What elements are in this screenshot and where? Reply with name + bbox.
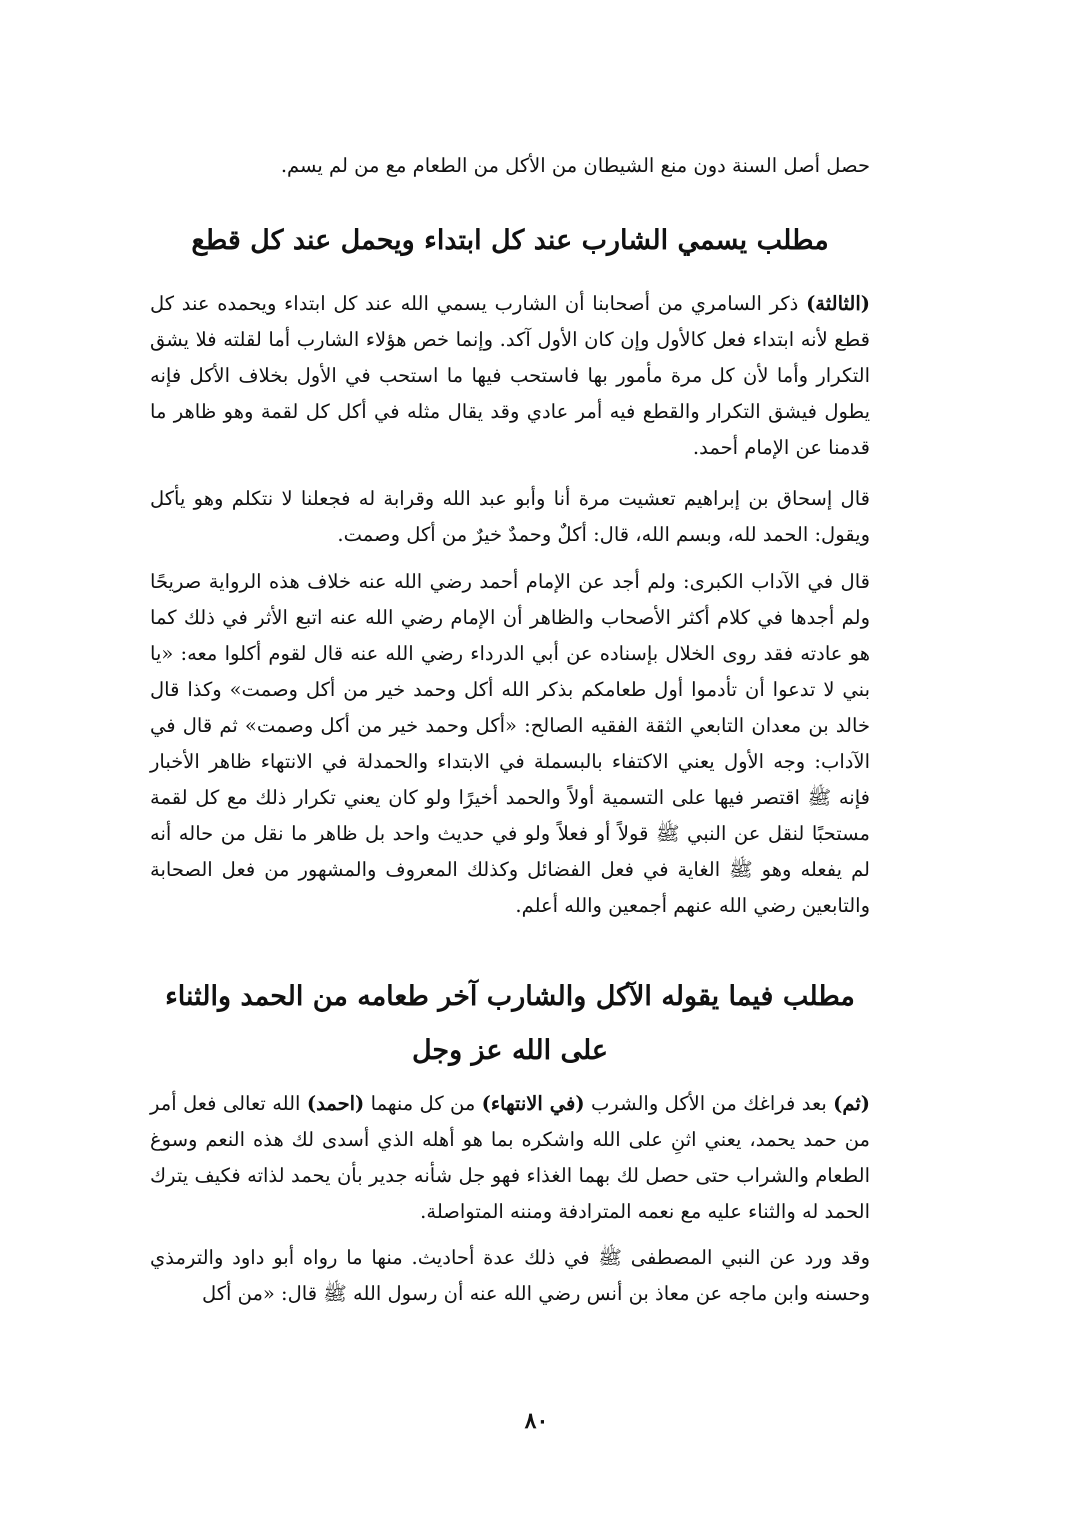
paragraph-1 (150, 286, 870, 466)
section-heading-1: مطلب يسمي الشارب عند كل ابتداء ويحمل عند كل قطع (191, 225, 829, 256)
paragraph-2-text: قال إسحاق بن إبراهيم تعشيت مرة أنا وأبو عبد الله وقرابة له فجعلنا لا نتكلم وهو يأكل ويقول: الحمد لله، وبسم الله، قال: أكلٌ وحمدٌ خيرٌ من أكل وصمت. (150, 487, 870, 546)
section-heading-2-line-2: على الله عز وجل (411, 1035, 609, 1066)
paragraph-4-label-2: (في الانتهاء) (481, 1092, 585, 1115)
paragraph-5 (150, 1240, 870, 1312)
paragraph-4 (150, 1086, 870, 1230)
paragraph-1-text: ذكر السامري من أصحابنا أن الشارب يسمي الله عند كل ابتداء ويحمده عند كل قطع لأنه ابتداء فعل كالأول وإن كان الأول آكد. وإنما خص هؤلاء الشارب أما لقلته فلا يشق التكرار وأما لأن كل مرة مأمور بها فاستحب فيها ما استحب في الأول بخلاف الأكل فإنه يطول فيشق التكرار والقطع فيه أمر عادي وقد يقال مثله في أكل كل لقمة وهو ظاهر ما قدمنا عن الإمام أحمد. (150, 292, 870, 459)
paragraph-4-label-3: (احمد) (306, 1092, 365, 1115)
paragraph-3 (150, 564, 870, 924)
section-heading-2-line-1: مطلب فيما يقوله الآكل والشارب آخر طعامه من الحمد والثناء (165, 981, 855, 1012)
page-number: ٨٠ (524, 1408, 549, 1434)
paragraph-4-text-2: من كل منهما (364, 1092, 482, 1115)
intro-line (150, 148, 870, 184)
paragraph-2 (150, 481, 870, 553)
paragraph-3-text: قال في الآداب الكبرى: ولم أجد عن الإمام أحمد رضي الله عنه خلاف هذه الرواية صريحًا ولم أجدها في كلام أكثر الأصحاب والظاهر أن الإمام رضي الله عنه اتبع الأثر في ذلك كما هو عادته فقد روى الخلال بإسناده عن أبي الدرداء رضي الله عنه قال لقوم أكلوا معه: «يا بني لا تدعوا أن تأدموا أول طعامكم بذكر الله أكل وحمد خير من أكل وصمت» وكذا قال خالد بن معدان التابعي الثقة الفقيه الصالح: «أكل وحمد خير من أكل وصمت» ثم قال في الآداب: وجه الأول يعني الاكتفاء بالبسملة في الابتداء والحمدلة في الانتهاء ظاهر الأخبار فإنه ﷺ اقتصر فيها على التسمية أولاً والحمد أخيرًا ولو كان يعني تكرار ذلك مع كل لقمة مستحبًا لنقل عن النبي ﷺ قولاً أو فعلاً ولو في حديث واحد بل ظاهر ما نقل من حاله أنه لم يفعله وهو ﷺ الغاية في فعل الفضائل وكذلك المعروف والمشهور من فعل الصحابة والتابعين رضي الله عنهم أجمعين والله أعلم. (150, 570, 870, 917)
paragraph-4-text-1: بعد فراغك من الأكل والشرب (584, 1092, 834, 1115)
paragraph-5-text: وقد ورد عن النبي المصطفى ﷺ في ذلك عدة أحاديث. منها ما رواه أبو داود والترمذي وحسنه وابن ماجه عن معاذ بن أنس رضي الله عنه أن رسول الله ﷺ قال: «من أكل (150, 1246, 870, 1305)
paragraph-4-text-3: الله تعالى فعل أمر من حمد يحمد، يعني اثنِ على الله واشكره بما هو أهله الذي أسدى لك هذه النعم وسوغ الطعام والشراب حتى حصل لك بهما الغذاء فهو جل شأنه جدير بأن يحمد لذاته فكيف يترك الحمد له والثناء عليه مع نعمه المترادفة ومننه المتواصلة. (150, 1092, 870, 1223)
paragraph-4-label-1: (ثم) (833, 1092, 871, 1115)
intro-line-text: حصل أصل السنة دون منع الشيطان من الأكل من الطعام مع من لم يسم. (280, 154, 870, 177)
section-heading-2 (150, 970, 870, 1078)
paragraph-1-label: (الثالثة) (806, 292, 870, 315)
